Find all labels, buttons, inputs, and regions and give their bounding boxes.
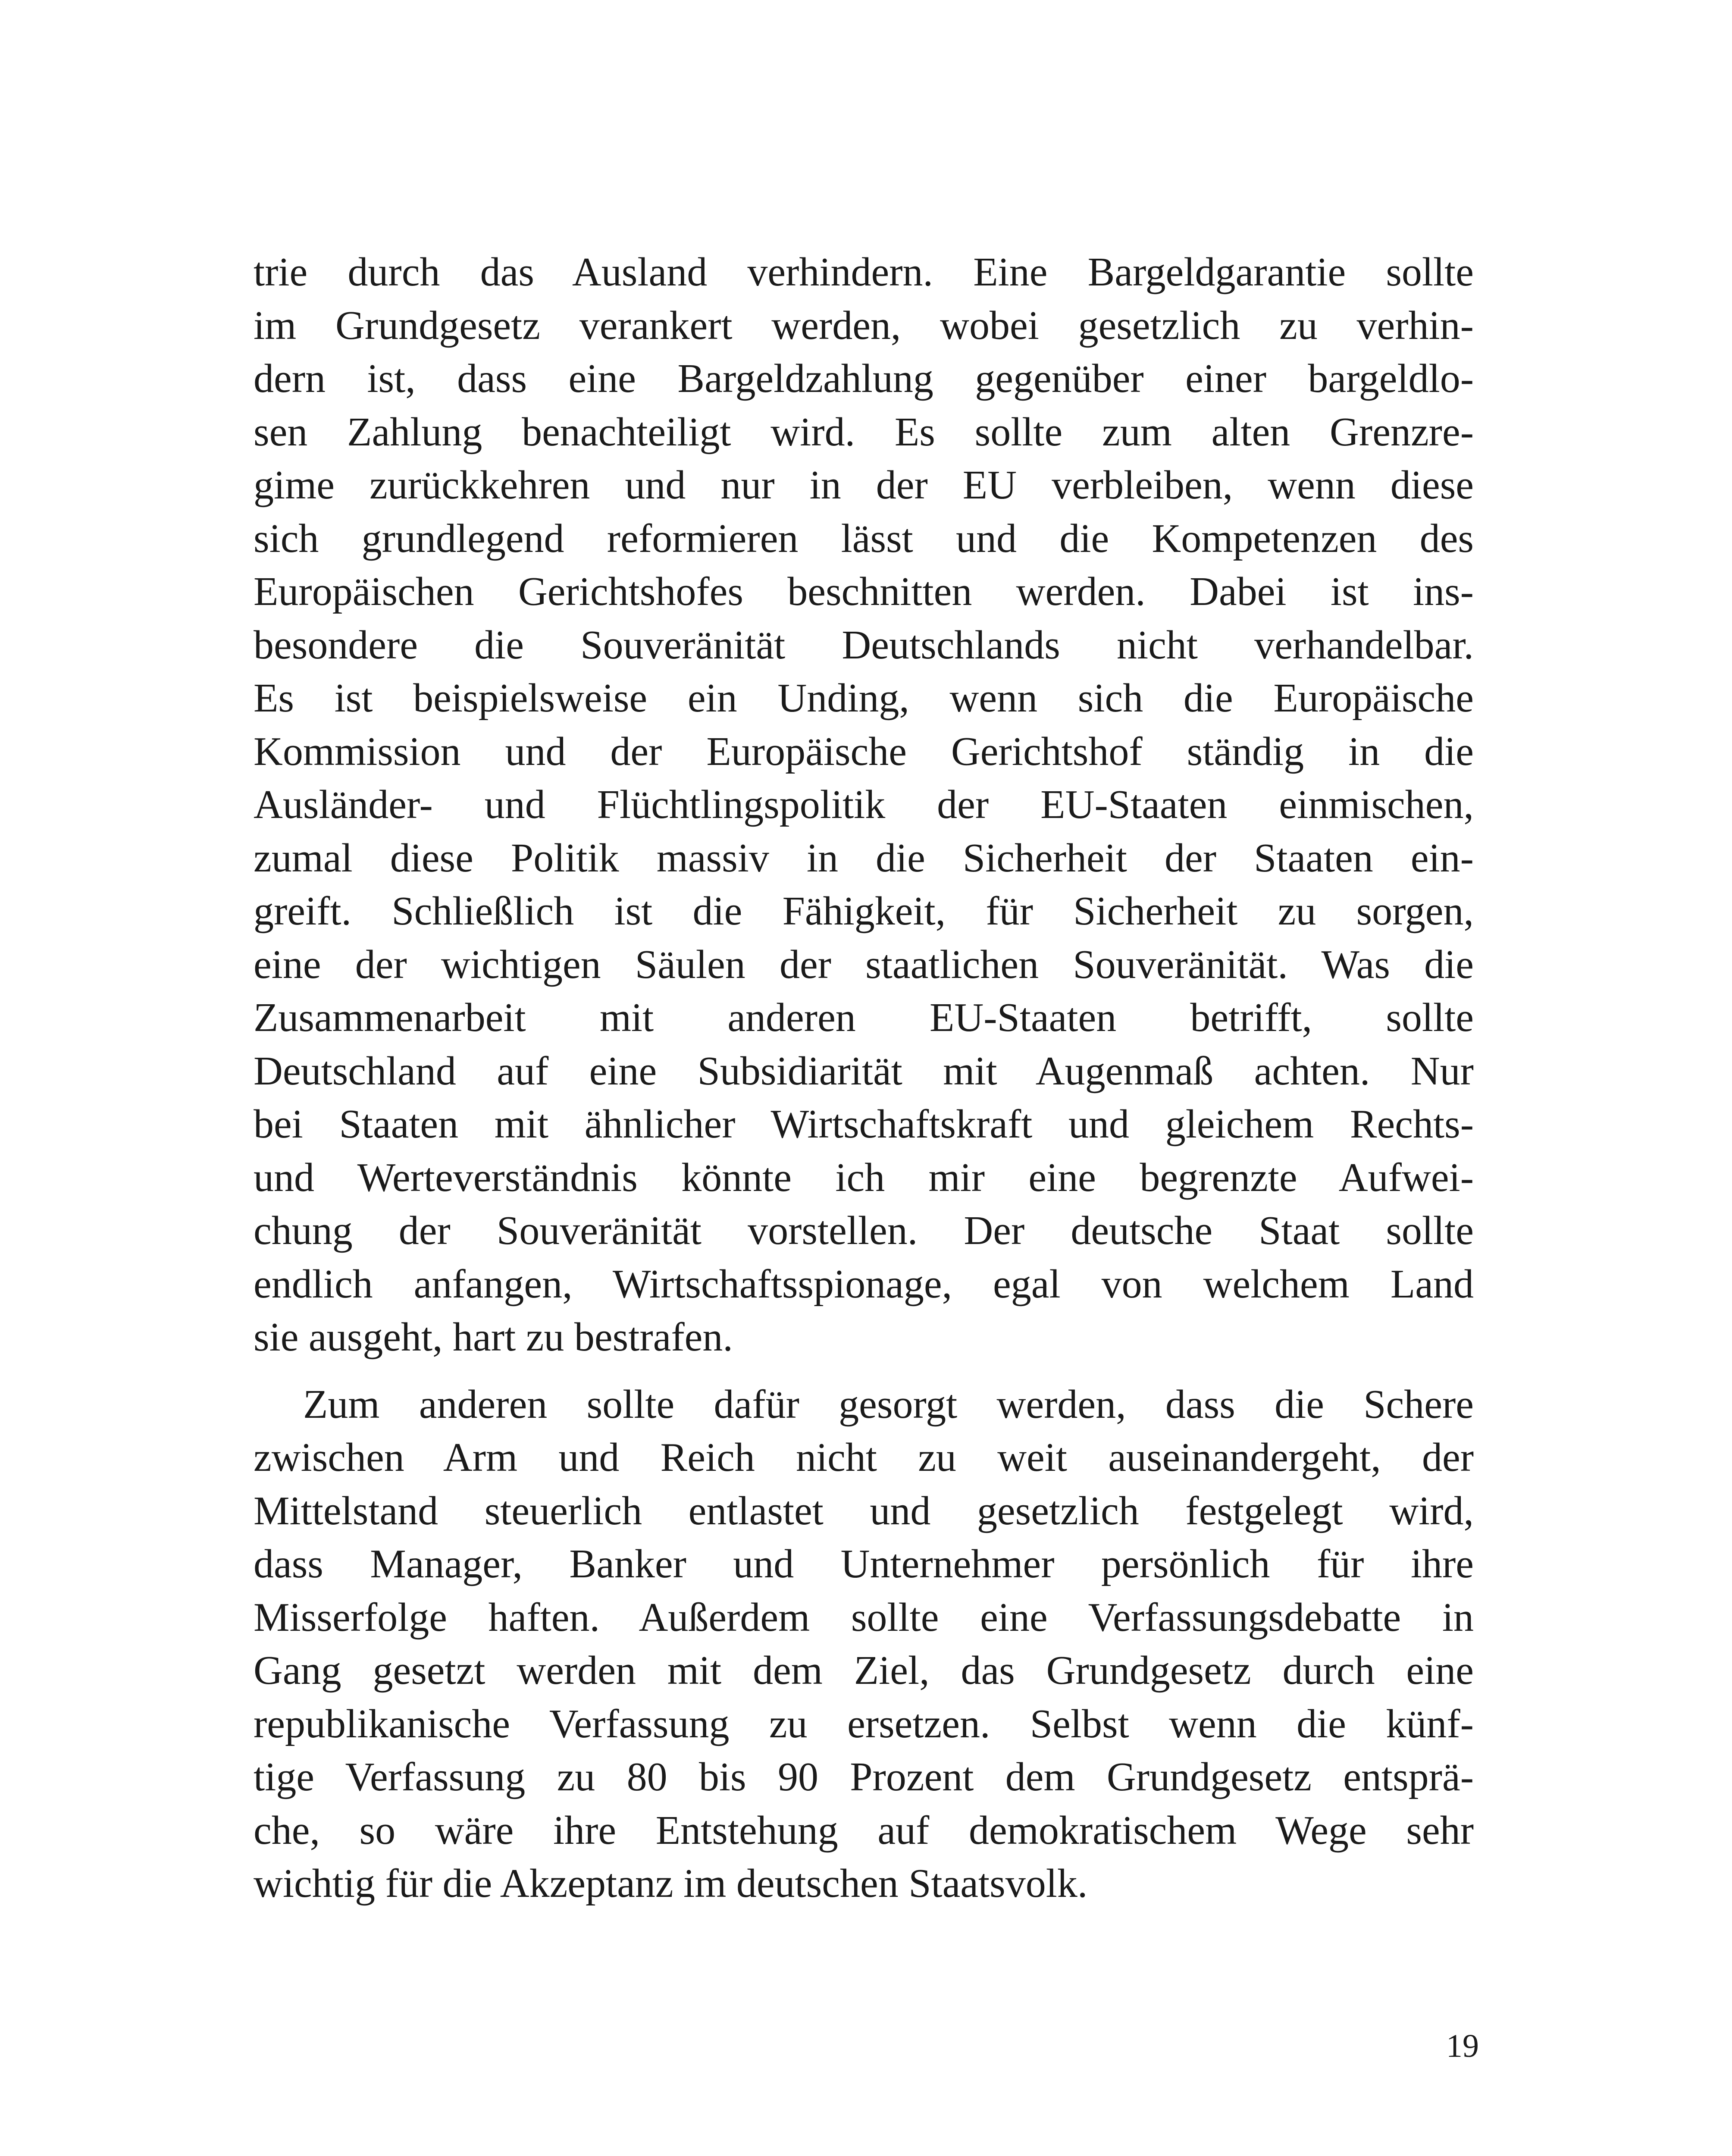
text-line: sen Zahlung benachteiligt wird. Es sollte zum alten Grenzre- [254,409,1474,454]
text-line: sich grundlegend reformieren lässt und die Kompetenzen des [254,516,1474,561]
text-line: tige Verfassung zu 80 bis 90 Prozent dem Grundgesetz entsprä- [254,1755,1474,1799]
text-line: gime zurückkehren und nur in der EU verbleiben, wenn diese [254,463,1474,508]
text-line: dern ist, dass eine Bargeldzahlung gegenüber einer bargeldlo- [254,356,1474,401]
text-line: republikanische Verfassung zu ersetzen. Selbst wenn die künf- [254,1701,1474,1746]
paragraph-1 [254,246,1474,1364]
text-line: Zum anderen sollte dafür gesorgt werden, dass die Schere [303,1382,1474,1427]
text-line: zumal diese Politik massiv in die Sicherheit der Staaten ein- [254,835,1474,881]
text-line: Deutschland auf eine Subsidiarität mit Augenmaß achten. Nur [254,1048,1474,1094]
text-line: Zusammenarbeit mit anderen EU-Staaten betrifft, sollte [254,995,1474,1040]
text-line: Ausländer- und Flüchtlingspolitik der EU-Staaten einmischen, [254,782,1474,827]
text-line: endlich anfangen, Wirtschaftsspionage, egal von welchem Land [254,1261,1474,1307]
text-line: dass Manager, Banker und Unternehmer persönlich für ihre [254,1542,1474,1586]
paragraph-spacing [254,1364,1474,1378]
text-line: Misserfolge haften. Außerdem sollte eine Verfassungsdebatte in [254,1595,1474,1640]
page-number: 19 [1446,2028,1479,2064]
text-line: sie ausgeht, hart zu bestrafen. [254,1315,733,1360]
text-line: Mittelstand steuerlich entlastet und gesetzlich festgelegt wird, [254,1488,1474,1533]
text-line: bei Staaten mit ähnlicher Wirtschaftskraft und gleichem Rechts- [254,1102,1474,1147]
text-line: Europäischen Gerichtshofes beschnitten werden. Dabei ist ins- [254,569,1474,614]
text-line: und Werteverständnis könnte ich mir eine begrenzte Aufwei- [254,1155,1474,1200]
text-line: greift. Schließlich ist die Fähigkeit, für Sicherheit zu sorgen, [254,889,1474,934]
text-line: eine der wichtigen Säulen der staatlichen Souveränität. Was die [254,942,1474,987]
text-line: Gang gesetzt werden mit dem Ziel, das Grundgesetz durch eine [254,1648,1474,1693]
text-line: wichtig für die Akzeptanz im deutschen Staatsvolk. [254,1861,1088,1906]
text-line: Es ist beispielsweise ein Unding, wenn sich die Europäische [254,676,1474,721]
text-line: Kommission und der Europäische Gerichtshof ständig in die [254,729,1474,774]
text-line: chung der Souveränität vorstellen. Der deutsche Staat sollte [254,1208,1474,1253]
body-text [254,246,1474,1911]
text-line: che, so wäre ihre Entstehung auf demokratischem Wege sehr [254,1808,1474,1853]
text-line: trie durch das Ausland verhindern. Eine Bargeldgarantie sollte [254,250,1474,295]
text-line: im Grundgesetz verankert werden, wobei gesetzlich zu verhin- [254,303,1474,348]
text-line: besondere die Souveränität Deutschlands nicht verhandelbar. [254,622,1474,667]
text-line: zwischen Arm und Reich nicht zu weit auseinandergeht, der [254,1435,1474,1480]
paragraph-2 [254,1378,1474,1911]
